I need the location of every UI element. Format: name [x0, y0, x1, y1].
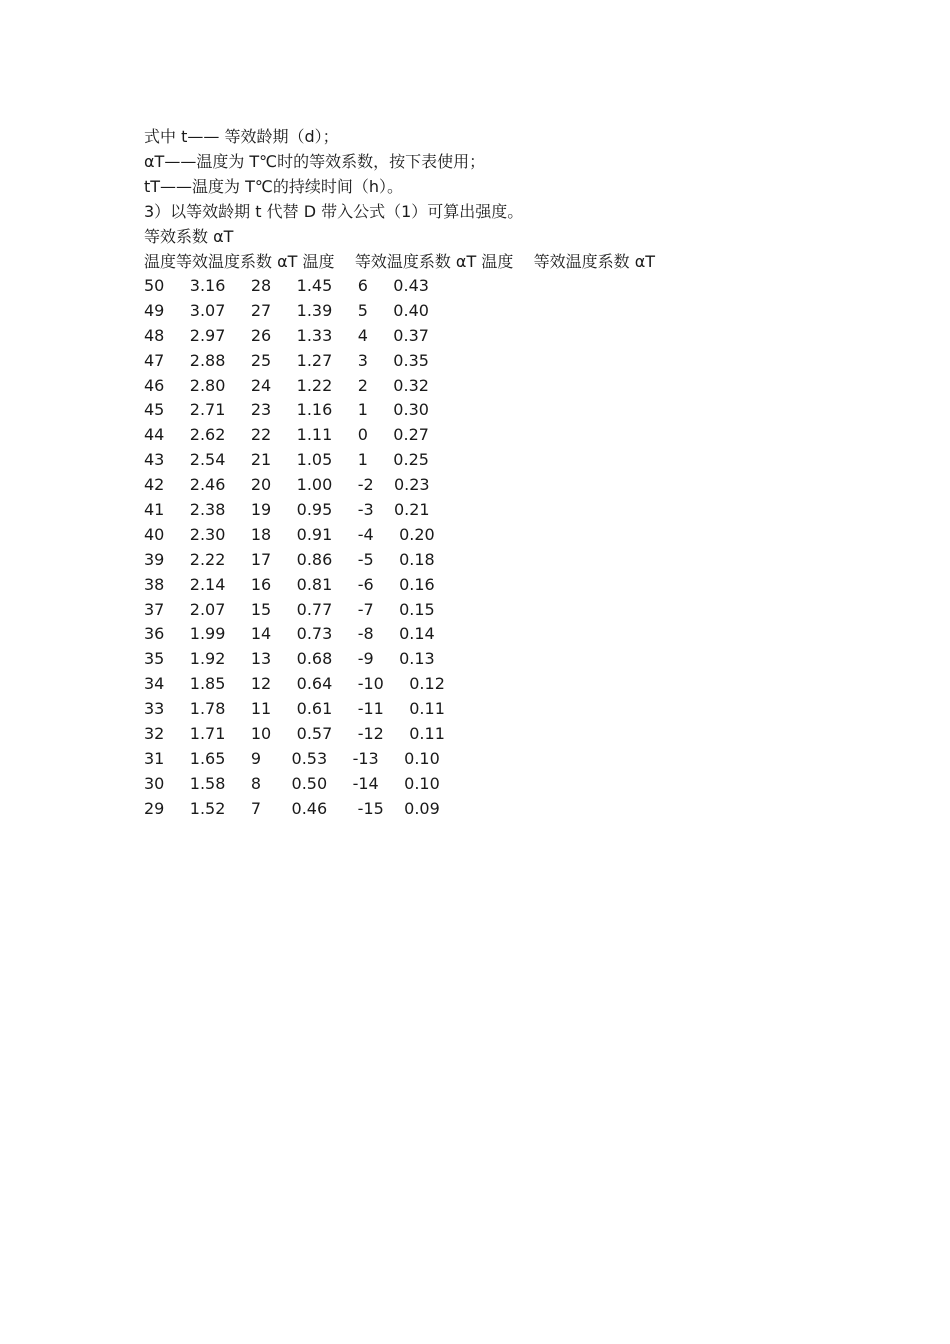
coefficient-table — [144, 274, 864, 822]
table-row: 29 1.52 7 0.46 -15 0.09 — [144, 798, 440, 818]
table-row: 44 2.62 22 1.11 0 0.27 — [144, 425, 429, 445]
document-body — [144, 124, 864, 822]
table-row: 43 2.54 21 1.05 1 0.25 — [144, 450, 429, 470]
table-row: 45 2.71 23 1.16 1 0.30 — [144, 400, 429, 420]
table-header: 温度等效温度系数 αT 温度 等效温度系数 αT 温度 等效温度系数 αT — [144, 252, 656, 271]
table-row: 50 3.16 28 1.45 6 0.43 — [144, 276, 429, 295]
text-line-definition-tt: tT——温度为 T℃的持续时间（h）。 — [144, 177, 404, 196]
table-row: 33 1.78 11 0.61 -11 0.11 — [144, 699, 445, 719]
table-row: 32 1.71 10 0.57 -12 0.11 — [144, 724, 445, 744]
table-row: 35 1.92 13 0.68 -9 0.13 — [144, 649, 435, 669]
table-row: 47 2.88 25 1.27 3 0.35 — [144, 350, 429, 370]
table-row: 31 1.65 9 0.53 -13 0.10 — [144, 748, 440, 768]
table-row: 39 2.22 17 0.86 -5 0.18 — [144, 549, 435, 569]
table-row: 41 2.38 19 0.95 -3 0.21 — [144, 500, 430, 520]
table-row: 46 2.80 24 1.22 2 0.32 — [144, 375, 429, 395]
table-row: 48 2.97 26 1.33 4 0.37 — [144, 325, 429, 345]
table-row: 37 2.07 15 0.77 -7 0.15 — [144, 599, 435, 619]
table-row: 30 1.58 8 0.50 -14 0.10 — [144, 773, 440, 793]
table-row: 40 2.30 18 0.91 -4 0.20 — [144, 524, 435, 544]
text-line-definition-t: 式中 t—— 等效龄期（d）； — [144, 127, 339, 146]
text-line-step-3: 3）以等效龄期 t 代替 D 带入公式（1）可算出强度。 — [144, 202, 524, 221]
text-line-definition-alpha-t: αT——温度为 T℃时的等效系数，按下表使用； — [144, 152, 486, 171]
table-row: 34 1.85 12 0.64 -10 0.12 — [144, 674, 445, 694]
table-title: 等效系数 αT — [144, 227, 234, 246]
table-row: 49 3.07 27 1.39 5 0.40 — [144, 300, 429, 320]
table-row: 42 2.46 20 1.00 -2 0.23 — [144, 475, 430, 495]
table-row: 38 2.14 16 0.81 -6 0.16 — [144, 574, 435, 594]
table-row: 36 1.99 14 0.73 -8 0.14 — [144, 624, 435, 644]
